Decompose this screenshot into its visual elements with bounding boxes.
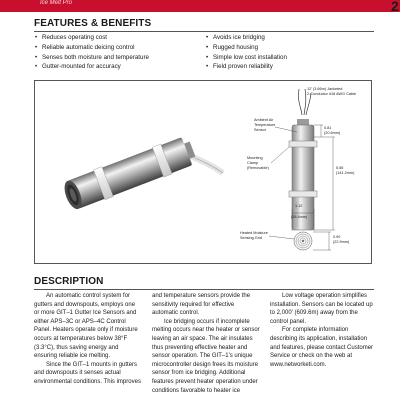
header-tagline: Ice Melt Pro (40, 0, 73, 6)
description-heading: DESCRIPTION (34, 276, 104, 287)
dim-length-in: 5.56 (336, 166, 344, 170)
feature-item: • Avoids ice bridging (205, 33, 375, 43)
feature-item: • Reliable automatic deicing control (34, 43, 204, 53)
sensor-photo (61, 134, 199, 212)
grid-label-1: Heated Moisture (240, 231, 268, 235)
page-marker: 2 (391, 0, 399, 14)
product-figure (34, 80, 372, 264)
description-column-2 (152, 292, 260, 395)
description-paragraph: An automatic control system for gutters and downspouts, employs one or more GIT–1 Gutter Ice Sensors and either APS–3C or APS–4C Control Panel. Heaters operate only if moisture occurs at temperatures below 38°F (3.3°C), thus saving energy and ensuring reliable ice melting. (34, 293, 138, 360)
ambient-label-3: Sensor (254, 128, 267, 132)
cable-drawing (298, 89, 302, 115)
dim-length-mm: (141.2mm) (336, 171, 355, 175)
description-column-3 (270, 292, 374, 369)
ambient-label-2: Temperature (254, 123, 276, 127)
features-list-right (205, 33, 375, 72)
feature-item: • Gutter-mounted for accuracy (34, 62, 204, 72)
description-paragraph: Since the GIT–1 mounts in gutters and downspouts it senses actual environmental conditions. This improves (34, 361, 141, 385)
clamp-label-1: Mounting (247, 156, 263, 160)
sensor-cap-drawing (297, 119, 309, 125)
dim-top-mm: (20.6mm) (324, 131, 341, 135)
ambient-label-1: Ambient Air (254, 118, 274, 122)
dim-top-in: 0.81 (324, 126, 332, 130)
features-divider (34, 31, 374, 32)
description-paragraph: For complete information describing its application, installation and features, please contact Customer Service or check on the web at www.networketi.com. (270, 327, 374, 368)
dim-grid-in: 0.90 (333, 235, 341, 239)
clamp-label-2: Clamp (247, 161, 258, 165)
product-illustration (35, 81, 371, 263)
feature-item: • Simple low cost installation (205, 53, 375, 63)
clamp-lower-drawing (289, 191, 317, 197)
sensing-grid-drawing (294, 232, 312, 250)
description-paragraph: Low voltage operation simplifies installation. Sensors can be located up to 2,000' (609.6m) away from the control panel. (270, 293, 373, 325)
top-banner (0, 0, 400, 12)
description-paragraph: and temperature sensors provide the sensitivity required for effective automatic control. (152, 293, 251, 317)
feature-item: • Reduces operating cost (34, 33, 204, 43)
feature-item: • Field proven reliability (205, 62, 375, 72)
features-list-left (34, 33, 204, 72)
description-paragraph: Ice bridging occurs if incomplete melting occurs near the heater or sensor leaving an air space. The air insulates thus preventing effective heater and sensor operation. The GIT–1's unique microcontroller design frees its moisture sensor from ice bridging. Additional features prevent heater operation under conditions favorable to heater ice (152, 318, 260, 394)
cable-label-2: 2-Conductor #18 AWG Cable (307, 92, 357, 96)
cable-label-1: 12' (3.66m) Jacketed (307, 87, 343, 91)
feature-item: • Senses both moisture and temperature (34, 53, 204, 63)
dim-grid-mm: (22.9mm) (333, 240, 350, 244)
description-column-1 (34, 292, 142, 387)
dim-diameter-in: 1.12 (295, 204, 303, 208)
description-divider (34, 289, 374, 290)
grid-label-2: Sensing Grid (240, 236, 262, 240)
feature-item: • Rugged housing (205, 43, 375, 53)
clamp-upper-drawing (289, 141, 317, 147)
dim-diameter-mm: (28.4mm) (291, 215, 308, 219)
features-heading: FEATURES & BENEFITS (34, 18, 152, 29)
clamp-label-3: (Removable) (247, 166, 269, 170)
